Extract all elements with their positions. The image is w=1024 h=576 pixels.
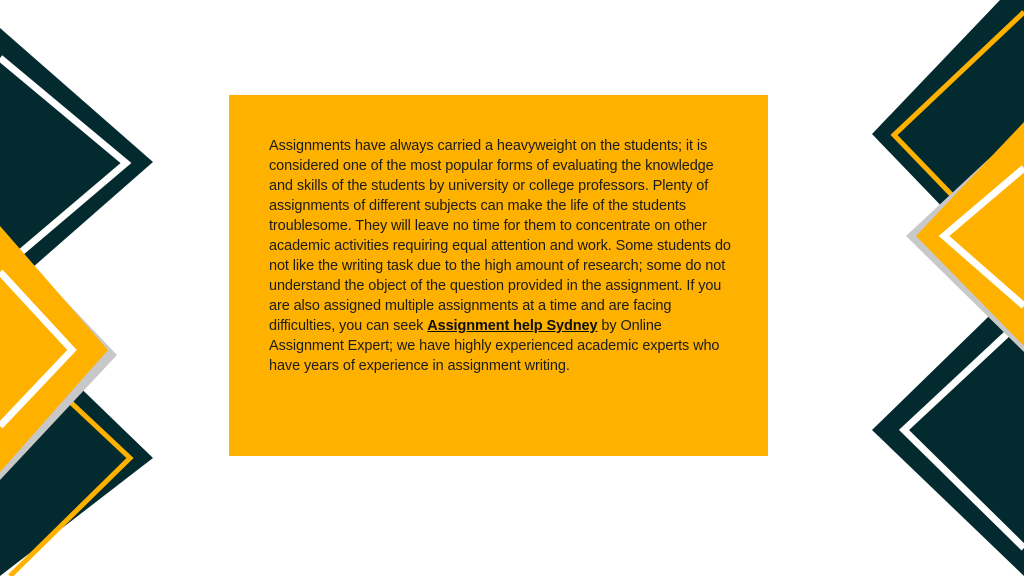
- right-decoration: [872, 0, 1024, 576]
- content-panel: [229, 95, 768, 456]
- body-text-intro: Assignments have always carried a heavyweight on the students; it is considered one of the most popular forms of evaluating the knowledge and skills of the students by university or college professors. Plenty of assignments of different subjects can make the life of the students troublesome. They will leave no time for them to concentrate on other academic activities requiring equal attention and work. Some students do not like the writing task due to the high amount of research; some do not understand the object of the question provided in the assignment. If you are also assigned multiple assignments at a time and are facing difficulties, you can seek: [269, 138, 731, 334]
- left-decoration: [0, 28, 153, 576]
- body-paragraph: [269, 136, 732, 376]
- assignment-help-sydney-link[interactable]: Assignment help Sydney: [427, 318, 598, 334]
- body-text-outro: by Online Assignment Expert; we have highly experienced academic experts who have years of experience in assignment writing.: [269, 318, 720, 374]
